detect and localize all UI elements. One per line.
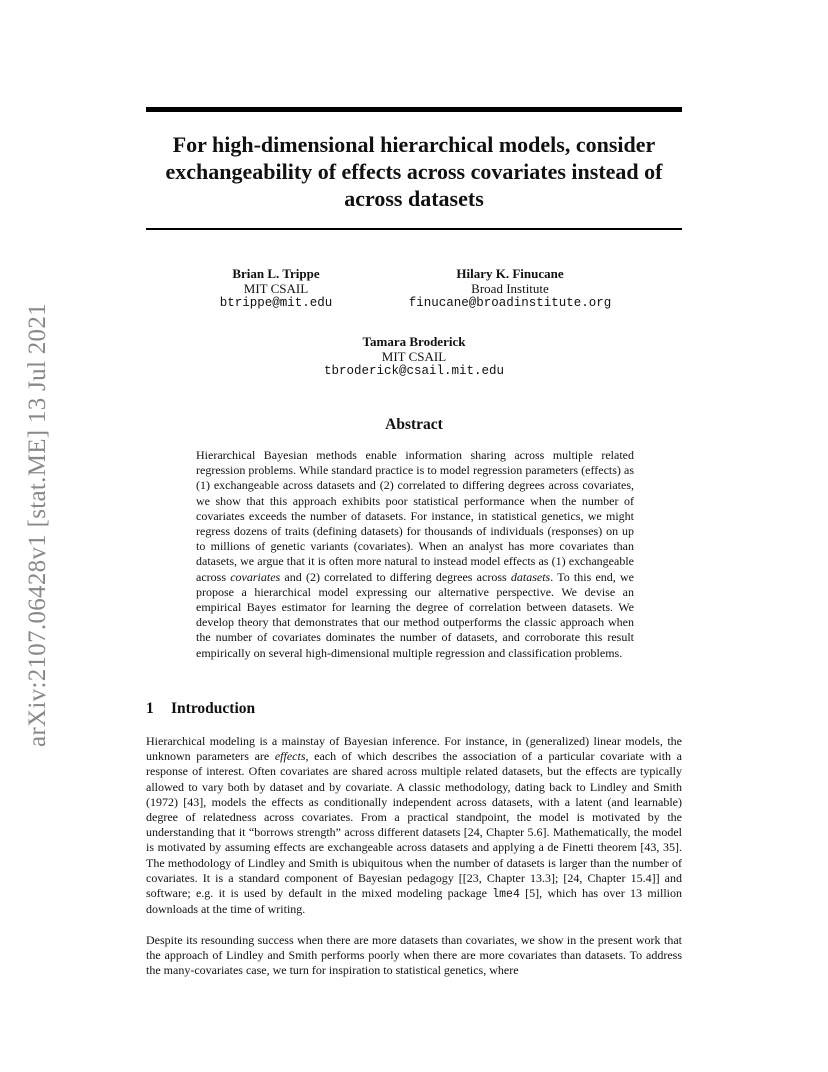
section-number: 1 — [146, 700, 154, 717]
abstract-body — [196, 448, 634, 661]
author-block — [196, 266, 356, 311]
author-block — [400, 266, 620, 311]
abstract-text: . To this end, we propose a hierarchical model expressing our alternative perspective. We devise an empirical Bayes estimator for learning the degree of correlation between datasets. We develop theory that demonstrates that our method outperforms the classic approach when the number of covariates dominates the number of datasets, and corroborate this result empirically on several high-dimensional multiple regression and classification problems. — [196, 569, 634, 660]
paragraph-text: , each of which describes the association of a particular covariate with a response of interest. Often covariates are shared across multiple related datasets, but the effects are typically allowed to vary both by dataset and by covariate. A classic methodology, dating back to Lindley and Smith (1972) [43], models the effects as conditionally independent across datasets, with a latent (and learnable) degree of relatedness across covariates. From a practical standpoint, the model is motivated by the understanding that it “borrows strength” across different datasets [24, Chapter 5.6]. Mathematically, the model is motivated by assuming effects are exchangeable across datasets and applying a de Finetti theorem [43, 35]. The methodology of Lindley and Smith is ubiquitous when the number of datasets is larger than the number of covariates. It is a standard component of Bayesian pedagogy [[23, Chapter 13.3]; [24, Chapter 15.4]] and software; e.g. it is used by default in the mixed modeling package — [146, 749, 682, 901]
author-name: Brian L. Trippe — [232, 266, 320, 281]
author-affiliation: MIT CSAIL — [243, 281, 309, 296]
abstract-emphasis: covariates — [230, 569, 281, 584]
paragraph-emphasis: effects — [274, 749, 306, 764]
arxiv-sidebar-stamp: arXiv:2107.06428v1 [stat.ME] 13 Jul 2021 — [24, 303, 51, 747]
author-affiliation: Broad Institute — [471, 281, 549, 296]
abstract-heading: Abstract — [385, 416, 443, 433]
paper-title: For high-dimensional hierarchical models, consider exchangeability of effects across covariates instead of across datasets — [165, 132, 663, 211]
section-title: Introduction — [171, 700, 256, 717]
author-name: Tamara Broderick — [362, 334, 466, 349]
author-affiliation: MIT CSAIL — [381, 349, 447, 364]
section-heading — [146, 700, 255, 718]
intro-paragraph: Despite its resounding success when there are more datasets than covariates, we show in the present work that the approach of Lindley and Smith performs poorly when there are more covariates than datasets. To address the many-covariates case, we turn for inspiration to statistical genetics, where — [146, 933, 682, 978]
author-email: finucane@broadinstitute.org — [408, 296, 612, 310]
code-package-name: lme4 — [492, 888, 520, 902]
author-name: Hilary K. Finucane — [456, 266, 564, 281]
abstract-emphasis: datasets — [510, 569, 551, 584]
intro-paragraph — [146, 734, 682, 917]
paragraph-text: Hierarchical modeling is a mainstay of Bayesian inference. For instance, in (generalized) linear models, the unknown parameters are — [146, 734, 682, 764]
title-rule-top — [146, 107, 682, 112]
author-block — [314, 334, 514, 379]
author-email: btrippe@mit.edu — [219, 296, 333, 310]
author-email: tbroderick@csail.mit.edu — [323, 364, 505, 378]
paragraph-text: [5], which has over 13 million downloads at the time of writing. — [146, 886, 682, 917]
abstract-text: Hierarchical Bayesian methods enable information sharing across multiple related regression problems. While standard practice is to model regression parameters (effects) as (1) exchangeable across datasets and (2) correlated to differing degrees across covariates, we show that this approach exhibits poor statistical performance when the number of covariates exceeds the number of datasets. For instance, in statistical genetics, we might regress dozens of traits (defining datasets) for thousands of individuals (responses) on up to millions of genetic variants (covariates). When an analyst has more covariates than datasets, we argue that it is often more natural to instead model effects as (1) exchangeable across — [196, 448, 634, 584]
abstract-text: and (2) correlated to differing degrees across — [280, 569, 511, 584]
title-rule-bottom — [146, 228, 682, 230]
